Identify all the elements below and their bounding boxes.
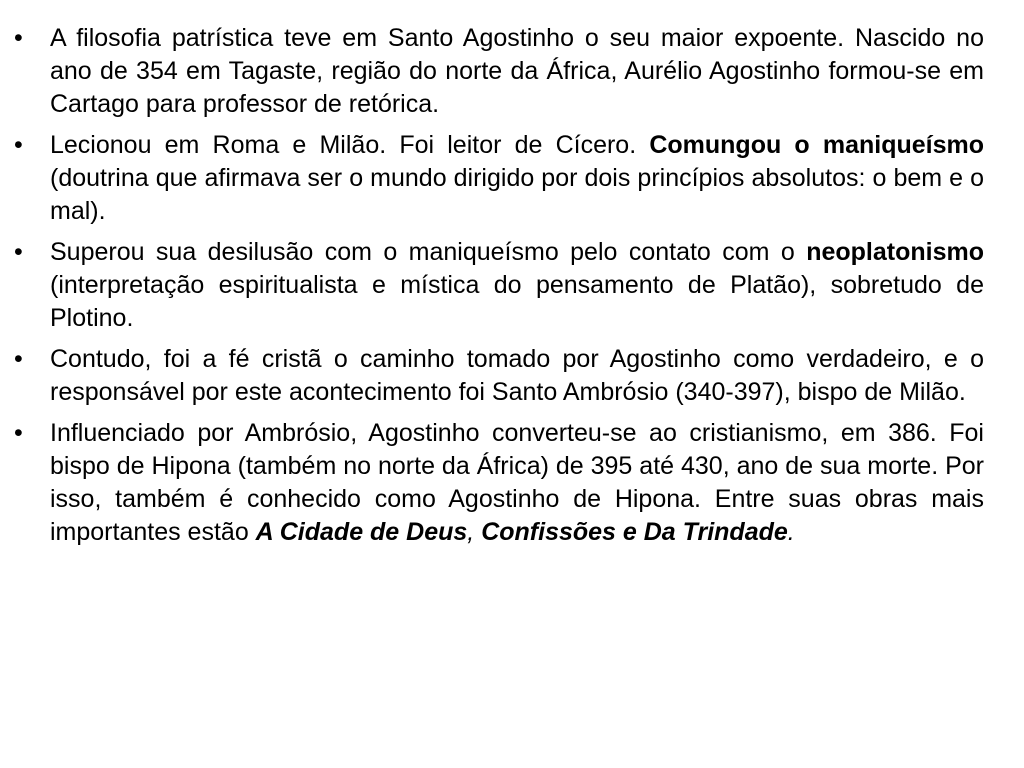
text-run: Superou sua desilusão com o maniqueísmo pelo contato com o (50, 238, 807, 266)
text-run: (interpretação espiritualista e mística do pensamento de Platão), sobretudo de Plotino. (50, 271, 984, 332)
bullet-marker: • (14, 345, 23, 373)
bullet-marker: • (14, 238, 23, 266)
text-run: (doutrina que afirmava ser o mundo dirigido por dois princípios absolutos: o bem e o mal). (50, 164, 984, 225)
book-titles-confissoes-trindade: Confissões e Da Trindade (481, 518, 788, 546)
text-run: Lecionou em Roma e Milão. Foi leitor de Cícero. (50, 131, 650, 159)
bullet-item-5 (14, 417, 984, 549)
bullet-text-2 (50, 129, 984, 228)
bullet-marker: • (14, 131, 23, 159)
bold-text-run: Comungou o maniqueísmo (649, 131, 984, 159)
italic-text-run: . (787, 518, 795, 546)
bullet-item-1 (14, 22, 984, 121)
book-title-cidade-de-deus: A Cidade de Deus (255, 518, 468, 546)
bullet-text-5 (50, 417, 984, 549)
bullet-text-1 (50, 22, 984, 121)
bullet-list (14, 22, 984, 557)
text-run: A filosofia patrística teve em Santo Agostinho o seu maior expoente. Nascido no ano de 354 em Tagaste, região do norte da África, Aurélio Agostinho formou-se em Cartago para professor de retórica. (50, 24, 984, 118)
bullet-text-3 (50, 236, 984, 335)
italic-text-run: , (467, 518, 482, 546)
bullet-marker: • (14, 24, 23, 52)
bullet-marker: • (14, 419, 23, 447)
bold-text-run: neoplatonismo (806, 238, 984, 266)
text-run: Contudo, foi a fé cristã o caminho tomado por Agostinho como verdadeiro, e o responsável por este acontecimento foi Santo Ambrósio (340-397), bispo de Milão. (50, 345, 984, 406)
bullet-item-2 (14, 129, 984, 228)
text-run: Influenciado por Ambrósio, Agostinho converteu-se ao cristianismo, em 386. Foi bispo de Hipona (também no norte da África) de 395 até 430, ano de sua morte. Por isso, também é conhecido como Agostinho de Hipona. Entre suas obras mais importantes estão (50, 419, 984, 546)
bullet-item-3 (14, 236, 984, 335)
bullet-item-4 (14, 343, 984, 409)
bullet-text-4 (50, 343, 984, 409)
